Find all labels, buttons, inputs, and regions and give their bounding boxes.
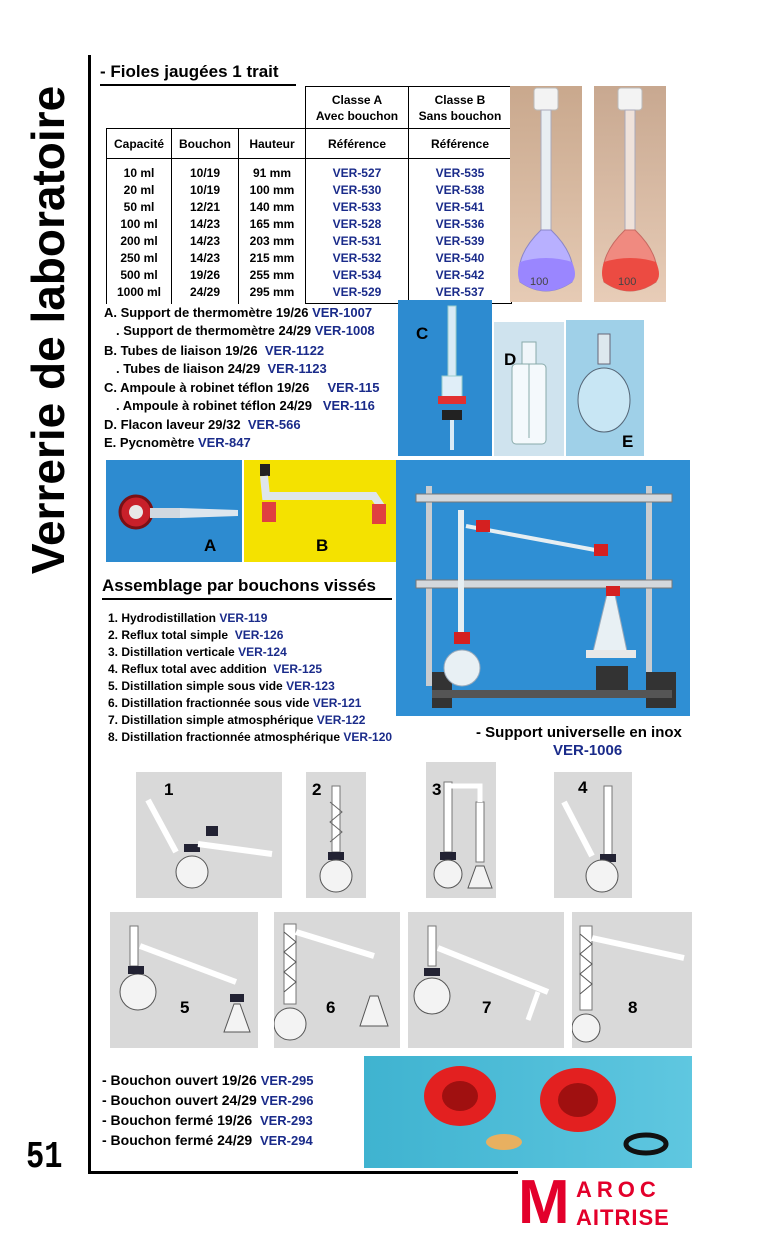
table-cell: 10/19	[189, 183, 221, 197]
capacite-cell	[107, 159, 172, 304]
table-cell: VER-533	[332, 200, 382, 214]
fioles-section-title: - Fioles jaugées 1 trait	[100, 62, 279, 81]
table-cell: 250 ml	[120, 251, 158, 265]
table-cell: 10 ml	[123, 166, 155, 180]
ref-b-cell	[409, 159, 512, 304]
photo-e-pycnometre	[566, 320, 644, 456]
diagram-5	[110, 912, 258, 1048]
support-thermometre-icon	[106, 460, 242, 562]
photo-a-support	[106, 460, 242, 562]
hydrodistillation-icon	[136, 772, 282, 898]
header-reference-a: Référence	[306, 129, 409, 159]
flask-purple-label: 100	[530, 276, 549, 288]
table-cell: 295 mm	[249, 285, 295, 299]
table-cell: 100 mm	[249, 183, 295, 197]
left-frame-line	[88, 55, 91, 1173]
table-cell: 20 ml	[123, 183, 155, 197]
header-reference-b: Référence	[409, 129, 512, 159]
table-cell: VER-534	[332, 268, 382, 282]
assemblage-title: Assemblage par bouchons vissés	[102, 576, 376, 595]
photo-label-b: B	[316, 536, 329, 555]
distillation-atmospherique-icon	[408, 912, 564, 1048]
table-cell: VER-535	[435, 166, 485, 180]
list-item: - Bouchon ouvert 19/26 VER-295	[102, 1072, 314, 1088]
header-hauteur: Hauteur	[239, 129, 306, 159]
table-cell: VER-531	[332, 234, 382, 248]
table-cell: 200 ml	[120, 234, 158, 248]
bouchon-cell	[172, 159, 239, 304]
list-item: C. Ampoule à robinet téflon 19/26 VER-115	[104, 380, 380, 395]
logo-line2: AITRISE	[576, 1205, 670, 1230]
distillation-vide-icon	[110, 912, 258, 1048]
logo-m-letter: M	[518, 1168, 570, 1237]
diagram-4	[554, 772, 632, 898]
table-cell: 91 mm	[252, 166, 292, 180]
list-item: E. Pycnomètre VER-847	[104, 435, 251, 450]
list-item: - Bouchon fermé 19/26 VER-293	[102, 1112, 313, 1128]
diagram-1	[136, 772, 282, 898]
table-cell: VER-527	[332, 166, 382, 180]
photo-d-flacon	[494, 322, 564, 456]
table-cell: VER-530	[332, 183, 382, 197]
table-cell: 165 mm	[249, 217, 295, 231]
photo-c-ampoule	[398, 300, 492, 456]
list-item: - Bouchon ouvert 24/29 VER-296	[102, 1092, 314, 1108]
flask-purple-icon	[510, 86, 582, 302]
logo	[518, 1168, 718, 1237]
list-item: - Bouchon fermé 24/29 VER-294	[102, 1132, 313, 1148]
diagram-number: 8	[628, 998, 638, 1017]
photo-label-c: C	[416, 324, 429, 343]
table-cell: 255 mm	[249, 268, 295, 282]
bouchons-icon	[364, 1056, 692, 1168]
photo-label-e: E	[622, 432, 634, 451]
list-item: . Tubes de liaison 24/29 VER-1123	[116, 361, 327, 376]
table-cell: 14/23	[189, 234, 221, 248]
table-cell: 50 ml	[123, 200, 155, 214]
distillation-fractionnee-vide-icon	[274, 912, 400, 1048]
table-cell: 19/26	[189, 268, 221, 282]
list-item: 1. Hydrodistillation VER-119	[108, 611, 268, 625]
flask-red-icon	[594, 86, 666, 302]
list-item: B. Tubes de liaison 19/26 VER-1122	[104, 343, 325, 358]
page-number: 51	[26, 1136, 63, 1179]
list-item: 4. Reflux total avec addition VER-125	[108, 662, 323, 676]
diagram-8	[572, 912, 692, 1048]
list-item: 6. Distillation fractionnée sous vide VER-121	[108, 696, 362, 710]
table-cell: VER-529	[332, 285, 382, 299]
table-cell: 100 ml	[120, 217, 158, 231]
support-universel-ref: VER-1006	[553, 742, 623, 759]
flask-red-label: 100	[618, 276, 637, 288]
header-bouchon: Bouchon	[172, 129, 239, 159]
ampoule-icon	[398, 300, 492, 456]
table-cell: VER-528	[332, 217, 382, 231]
diagram-number: 2	[312, 780, 322, 799]
reflux-addition-icon	[554, 772, 632, 898]
table-cell: VER-542	[435, 268, 485, 282]
assemblage-title-rule	[102, 598, 392, 600]
diagram-number: 3	[432, 780, 442, 799]
class-b-header: Classe B Sans bouchon	[409, 87, 512, 129]
list-item: 5. Distillation simple sous vide VER-123	[108, 679, 335, 693]
table-cell: 12/21	[189, 200, 221, 214]
table-cell: VER-541	[435, 200, 485, 214]
fioles-table	[106, 86, 512, 304]
diagram-2	[306, 772, 366, 898]
diagram-number: 7	[482, 998, 492, 1017]
table-cell: 203 mm	[249, 234, 295, 248]
flacon-laveur-icon	[494, 322, 564, 456]
list-item: 7. Distillation simple atmosphérique VER-122	[108, 713, 366, 727]
list-item: 8. Distillation fractionnée atmosphérique VER-120	[108, 730, 393, 744]
diagram-7	[408, 912, 564, 1048]
bottom-frame-line	[88, 1171, 518, 1174]
diagram-3	[426, 762, 496, 898]
hauteur-cell	[239, 159, 306, 304]
table-cell: VER-539	[435, 234, 485, 248]
diagram-number: 1	[164, 780, 174, 799]
list-item: 3. Distillation verticale VER-124	[108, 645, 287, 659]
class-a-header: Classe A Avec bouchon	[306, 87, 409, 129]
table-cell: 500 ml	[120, 268, 158, 282]
diagram-number: 6	[326, 998, 336, 1017]
photo-label-d: D	[504, 350, 517, 369]
list-item: A. Support de thermomètre 19/26 VER-1007	[104, 305, 373, 320]
list-item: . Ampoule à robinet téflon 24/29 VER-116	[116, 398, 375, 413]
table-cell: 24/29	[189, 285, 221, 299]
photo-support-universel	[396, 460, 690, 716]
header-capacite: Capacité	[107, 129, 172, 159]
ref-a-cell	[306, 159, 409, 304]
diagram-6	[274, 912, 400, 1048]
diagram-number: 5	[180, 998, 190, 1017]
distillation-fractionnee-atmospherique-icon	[572, 912, 692, 1048]
table-cell: 14/23	[189, 251, 221, 265]
flask-photo-red	[594, 86, 666, 302]
photo-b-tubes	[244, 460, 396, 562]
list-item: 2. Reflux total simple VER-126	[108, 628, 284, 642]
support-universel-text: - Support universelle en inox	[476, 724, 682, 741]
photo-label-a: A	[204, 536, 217, 555]
support-universel-icon	[396, 460, 690, 716]
table-cell: 14/23	[189, 217, 221, 231]
photo-bouchons	[364, 1056, 692, 1168]
table-cell: VER-538	[435, 183, 485, 197]
table-cell: 1000 ml	[116, 285, 162, 299]
table-cell: 10/19	[189, 166, 221, 180]
vertical-page-title: Verrerie de laboratoire	[22, 85, 75, 575]
flask-photo-purple	[510, 86, 582, 302]
list-item: . Support de thermomètre 24/29 VER-1008	[116, 323, 375, 338]
table-cell: 215 mm	[249, 251, 295, 265]
table-cell: VER-536	[435, 217, 485, 231]
logo-line1: AROC	[576, 1177, 661, 1202]
diagram-number: 4	[578, 778, 588, 797]
list-item: D. Flacon laveur 29/32 VER-566	[104, 417, 301, 432]
table-cell: 140 mm	[249, 200, 295, 214]
table-cell: VER-540	[435, 251, 485, 265]
table-cell: VER-532	[332, 251, 382, 265]
table-cell: VER-537	[435, 285, 485, 299]
